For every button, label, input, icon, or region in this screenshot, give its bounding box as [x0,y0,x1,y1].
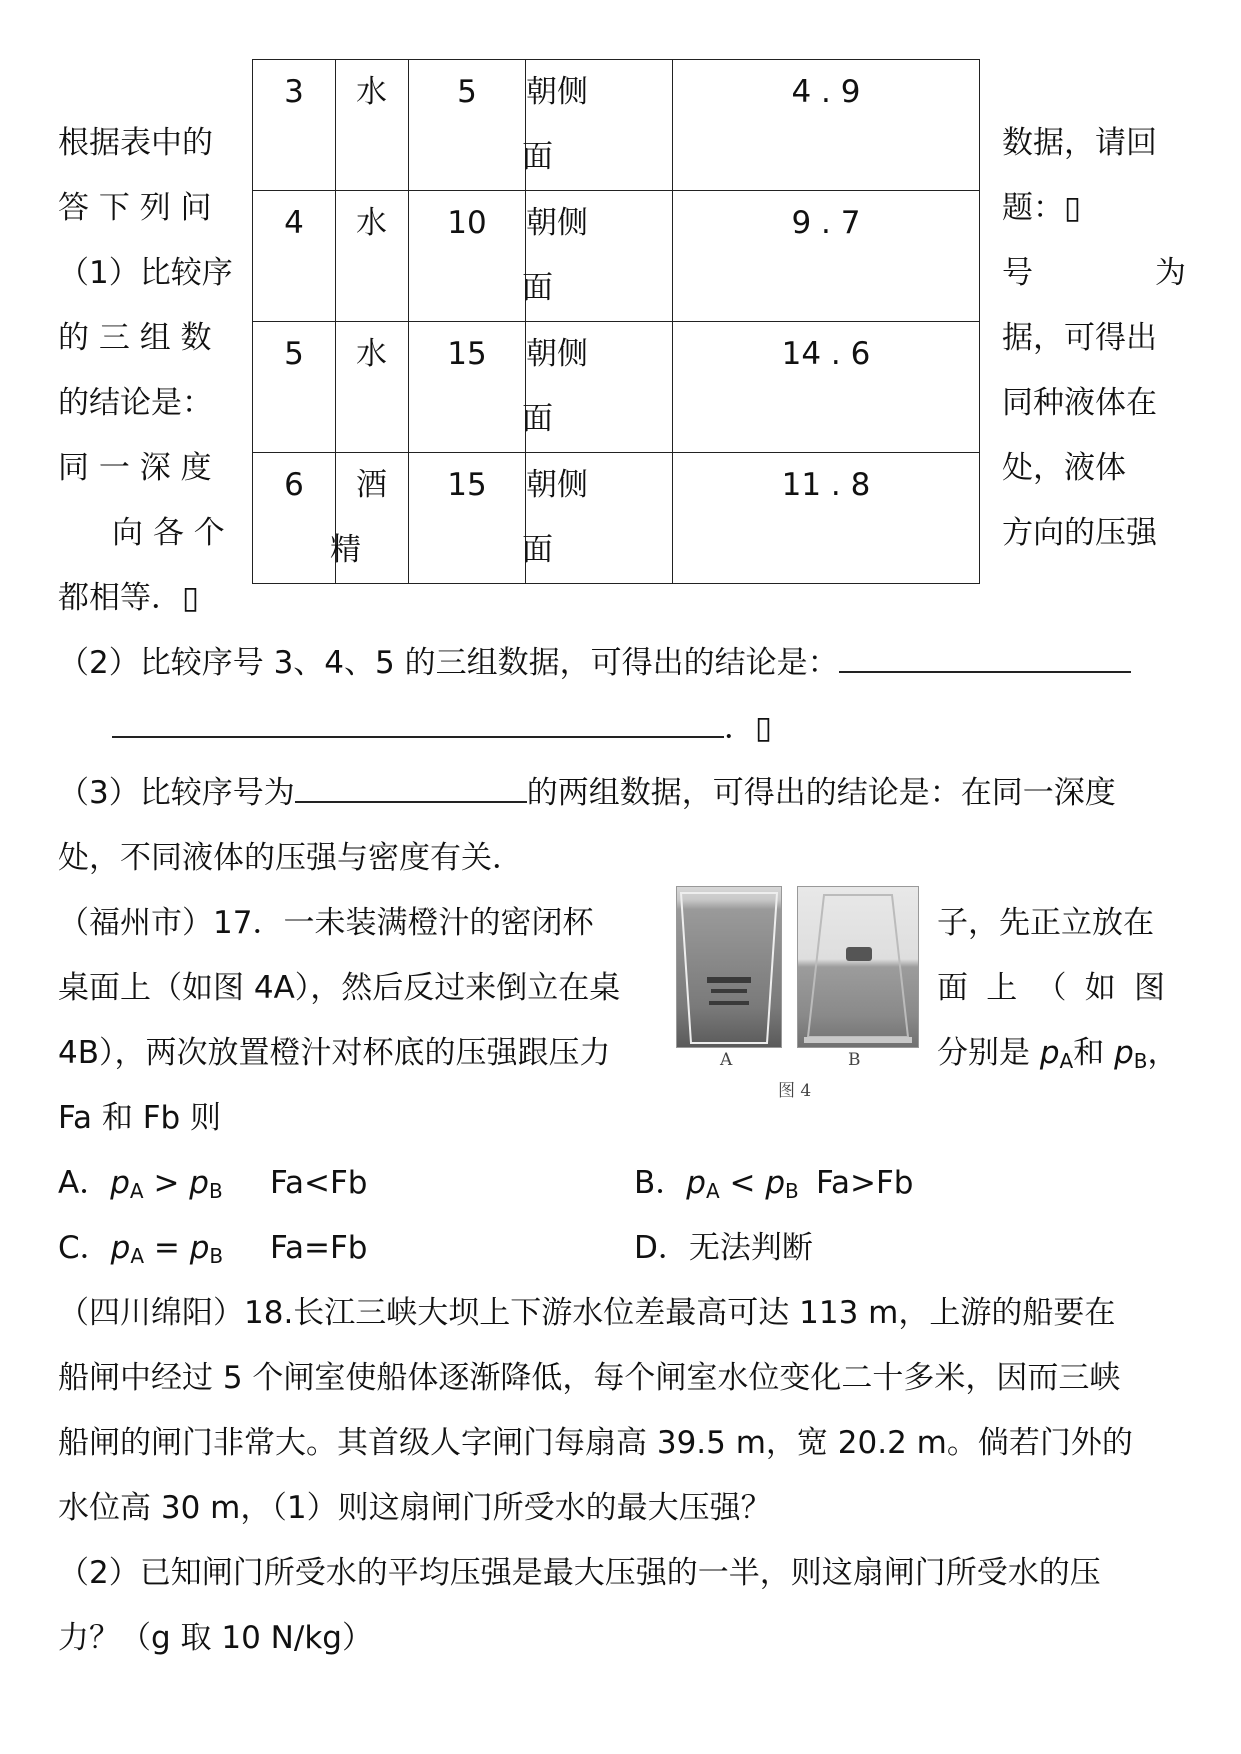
cell-liquid-text: 水 [356,336,387,372]
question-18-line2: 船闸中经过 5 个闸室使船体逐渐降低，每个闸室水位变化二十多米，因而三峡 [58,1360,1121,1396]
q17-word: 如 [1084,970,1116,1006]
left-line-2: 答 下 列 问 [58,190,212,226]
figure-caption: 图 4 [778,1081,812,1101]
question-17-line2: 桌面上（如图 4A），然后反过来倒立在桌 [58,970,621,1006]
subscript: A [130,1244,145,1268]
cup-inverted-icon [798,887,918,1047]
question-18-line3: 船闸的闸门非常大。其首级人字闸门每扇高 39.5 m，宽 20.2 m。倘若门外的 [58,1425,1133,1461]
left-line-8: 都相等．▯ [58,580,200,616]
pressure-symbol: p [189,1230,210,1266]
option-b-label: B． [634,1165,687,1201]
cell-liquid [336,60,409,191]
question-17-line3: 4B），两次放置橙汁对杯底的压强跟压力 [58,1035,611,1071]
cell-direction [522,60,673,191]
relation: > [143,1165,190,1201]
relation: = [144,1230,190,1266]
table-row [253,453,980,584]
left-line-1: 根据表中的 [58,125,213,161]
figure-label-b: B [848,1050,861,1070]
left-line-3: （1）比较序 [58,255,233,291]
cell-direction [522,453,673,584]
figure-label-a: A [720,1050,733,1070]
right-line-1: 数据，请回 [1002,125,1157,161]
cell-depth: 5 [409,60,526,191]
cell-height-diff: 11 . 8 [673,453,980,584]
cell-liquid [330,453,409,584]
pressure-symbol: p [189,1165,209,1201]
right-line-3 [1002,251,1186,295]
q17-word: 上 [986,970,1018,1006]
cup-upright-image [676,886,782,1048]
option-c[interactable] [58,1226,223,1278]
answer-blank[interactable] [112,706,724,738]
question-17-right3 [937,1031,1179,1083]
question-2-line2 [112,706,772,750]
q17-word: 面 [937,970,968,1006]
question-17-line4: Fa 和 Fb 则 [58,1100,222,1136]
cell-number: 4 [253,191,336,322]
right-line-3a: 号 [1002,255,1033,291]
pressure-symbol: p [1039,1035,1060,1071]
right-line-6: 处，液体 [1002,450,1126,486]
cell-direction-2: 面 [522,401,553,437]
left-line-7: 向 各 个 [112,515,225,551]
option-b[interactable] [634,1161,799,1213]
question-17-line1: （福州市）17．一未装满橙汁的密闭杯 [58,905,594,941]
right-line-7: 方向的压强 [1002,515,1157,551]
option-a-label: A． [58,1165,111,1201]
question-2 [58,641,1131,685]
left-line-5: 的结论是： [58,385,213,421]
cell-direction-1: 朝侧 [526,205,588,241]
cell-direction-2: 面 [522,270,553,306]
cup-upright-icon [677,887,781,1047]
pressure-symbol: p [110,1165,130,1201]
q17-text: 分别是 [937,1035,1040,1071]
pressure-symbol: p [765,1165,786,1201]
table-row [253,322,980,453]
question-3-b: 的两组数据，可得出的结论是：在同一深度 [526,775,1116,811]
pressure-symbol: p [1114,1035,1134,1071]
cell-direction [522,322,673,453]
question-3-a: （3）比较序号为 [58,775,295,811]
cell-depth: 10 [409,191,526,322]
cell-number: 5 [253,322,336,453]
subscript: B [785,1179,799,1203]
question-2-text: （2）比较序号 3、4、5 的三组数据，可得出的结论是： [58,645,839,681]
option-c-force: Fa=Fb [270,1230,368,1266]
cell-liquid-text: 水 [356,205,387,241]
left-line-6: 同 一 深 度 [58,450,212,486]
cell-liquid [336,191,409,322]
left-line-4: 的 三 组 数 [58,320,212,356]
right-line-2: 题：▯ [1002,190,1082,226]
cell-direction [522,191,673,322]
cell-height-diff: 4 . 9 [673,60,980,191]
subscript: A [1059,1049,1074,1073]
pressure-data-table [252,59,980,584]
answer-blank[interactable] [839,641,1131,673]
question-18-line5: （2）已知闸门所受水的平均压强是最大压强的一半，则这扇闸门所受水的压 [58,1555,1101,1591]
cell-number: 6 [253,453,336,584]
question-2-end: ．▯ [724,710,773,746]
right-line-4: 据，可得出 [1002,320,1157,356]
cell-depth: 15 [409,322,526,453]
cell-liquid-text: 酒 [356,467,387,503]
cell-direction-1: 朝侧 [526,74,588,110]
cell-height-diff: 14 . 6 [673,322,980,453]
option-c-label: C． [58,1230,111,1266]
cell-liquid-text-2: 精 [330,532,361,568]
question-18-line6: 力？（g 取 10 N/kg） [58,1620,373,1656]
cell-direction-1: 朝侧 [526,336,588,372]
cell-direction-2: 面 [522,139,553,175]
question-18-line4: 水位高 30 m，（1）则这扇闸门所受水的最大压强？ [58,1490,772,1526]
table-row [253,60,980,191]
cell-liquid-text: 水 [356,74,387,110]
cell-depth: 15 [409,453,526,584]
question-17-right2 [937,966,1165,1010]
option-d[interactable]: D．无法判断 [634,1230,813,1266]
q17-text: ， [1147,1035,1179,1071]
cell-direction-1: 朝侧 [526,467,588,503]
answer-blank[interactable] [295,771,527,803]
option-a[interactable] [58,1161,223,1213]
q17-text: 和 [1073,1035,1115,1071]
q17-word: 图 [1134,970,1165,1006]
subscript: A [705,1179,720,1203]
right-line-5: 同种液体在 [1002,385,1157,421]
question-17-right1: 子，先正立放在 [937,905,1154,941]
subscript: B [208,1179,223,1203]
option-a-force: Fa<Fb [270,1165,368,1201]
cell-height-diff: 9 . 7 [673,191,980,322]
question-3 [58,771,1116,815]
subscript: A [129,1179,144,1203]
pressure-symbol: p [686,1165,706,1201]
subscript: B [209,1244,224,1268]
question-3-line2: 处，不同液体的压强与密度有关． [58,840,523,876]
cell-number: 3 [253,60,336,191]
q17-word: （ [1035,970,1067,1006]
cup-inverted-image [797,886,919,1048]
subscript: B [1133,1049,1148,1073]
question-18-line1: （四川绵阳）18.长江三峡大坝上下游水位差最高可达 113 m，上游的船要在 [58,1295,1116,1331]
cell-direction-2: 面 [522,532,553,568]
right-line-3b: 为 [1155,255,1186,291]
option-b-force: Fa>Fb [816,1165,914,1201]
pressure-symbol: p [110,1230,131,1266]
cell-liquid [336,322,409,453]
relation: < [719,1165,766,1201]
table-row [253,191,980,322]
